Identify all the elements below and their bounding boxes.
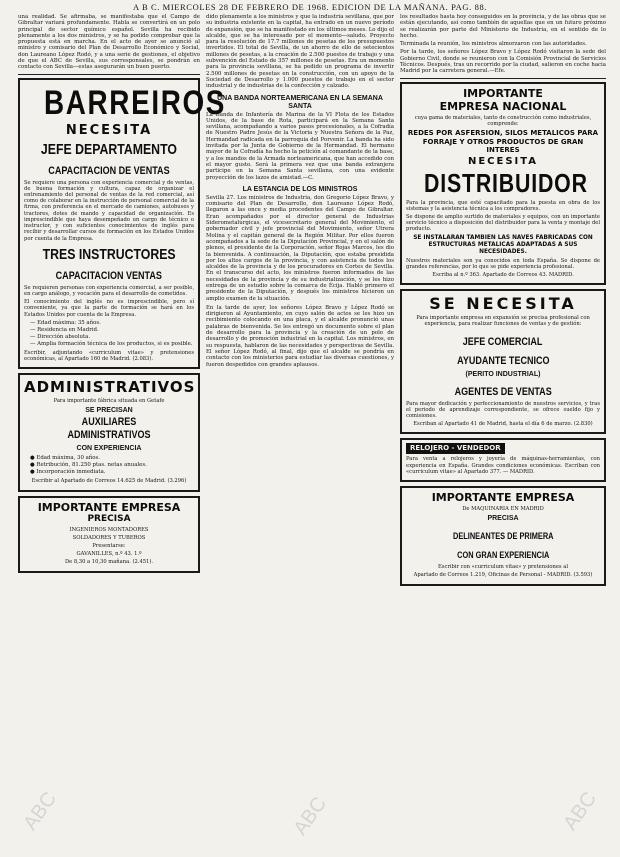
ad-nacional-needs: NECESITA xyxy=(467,155,539,167)
ad-nacional-role: DISTRIBUIDOR xyxy=(423,167,588,198)
article-paragraph: dido plenamente a los ministros y que la industria sevillana, que por su industria existente en la capital, ha entrado en un nuevo período de expansión, que se ha manifestado en los últimos meses. Lo dijo el alcalde, que se ha interesado por el momento—saludo. Proyecto para la resolución de 17.7 millones de pesetas de los presupuestos invertidos. El total de Sevilla, de un ahorro de ello de setecientos millones de pesetas, a la creación de 2.500 puestos de trabajo y una subvención del Estado de 357 millones de pesetas. Era un momento para la provincia sevillana, se ha pedido un programa de invertir 2.500 millones de pesetas en la construcción, con un apoyo de la Sociedad de Desarrollo y 1.000 puestos de trabajo en el sector industrial y de industrias de la confección y calzado. xyxy=(206,14,394,90)
divider xyxy=(400,78,606,79)
divider xyxy=(18,74,200,75)
column-left xyxy=(18,14,227,577)
ad-nacional-t4: Nuestros materiales son ya conocidos en toda España. Se dispone de grandes referencias, por lo que se pide experiencia profesional. xyxy=(406,257,600,270)
ad-montadores-line3: Presentarse: xyxy=(92,542,126,549)
list-item: — Dirección absoluta. xyxy=(30,334,194,341)
ad-barreiros-text2: Se requieren personas con experiencia comercial, a ser posible, en cargo análogo, y vocación para el desarrollo de cometidos. xyxy=(24,284,194,297)
ad-barreiros-role2: TRES INSTRUCTORES xyxy=(42,245,176,263)
ad-barreiros xyxy=(18,78,227,369)
ad-admin-sub: CON EXPERIENCIA xyxy=(76,445,142,453)
ad-admin-contact: Escribir al Apartado de Correos 14.625 de Madrid. (3.296) xyxy=(31,478,187,485)
ad-maquinaria-role2: CON GRAN EXPERIENCIA xyxy=(456,550,550,561)
article-headline: UNA BANDA NORTEAMERICANA EN LA SEMANA SANTA xyxy=(217,94,383,110)
ad-necesita-contact: Escriban al Apartado 41 de Madrid, hasta el día 6 de marzo. (2.830) xyxy=(413,421,593,428)
ad-administrativos xyxy=(18,373,200,491)
article-paragraph: Terminada la reunión, los ministros almorzaron con las autoridades. xyxy=(400,41,587,48)
ad-nacional-t3: SE INSTALARAN TAMBIEN LAS NAVES FABRICADAS CON ESTRUCTURAS METALICAS ADAPTADAS A SUS NECESIDADES. xyxy=(413,234,593,255)
list-item: — Amplia formación técnica de los productos, si es posible. xyxy=(30,341,194,348)
article-paragraph: En la tarde de ayer, los señores López Bravo y López Rodó se dirigieron al Ayuntamiento, en cuyo salón de actos se les hizo un recibimiento colocando en una placa, y el alcalde pronunció unas palabras de bienvenida. Se les entregó un documento sobre el plan de desarrollo para la provincia y la creación de un polo de desarrollo y de promoción industrial en la capital. Los ministros, en su respuesta, hablaron de las necesidades y perspectivas de Sevilla. El señor López Rodó, al final, dijo que el alcalde se pondría en contacto con los ministerios para estudiar las diversas cuestiones, y fueron despedidos con grandes aplausos. xyxy=(206,304,394,368)
ad-maquinaria-title: IMPORTANTE EMPRESA xyxy=(431,491,575,505)
ad-barreiros-title: BARREIROS xyxy=(43,83,227,122)
ad-maquinaria-line: De MAQUINARIA EN MADRID xyxy=(462,506,544,513)
ad-montadores-line5: De 8,30 a 10,30 mañana. (2.451). xyxy=(64,559,154,566)
ad-necesita-line: Para importante empresa en expansión se precisa profesional con experiencia, para realizar funciones de ventas y de gestión: xyxy=(416,315,590,328)
ad-barreiros-role2b: CAPACITACION VENTAS xyxy=(55,269,163,282)
ad-barreiros-list xyxy=(30,320,194,348)
ad-barreiros-role1b: CAPACITACION DE VENTAS xyxy=(48,164,170,177)
ad-relojero-title xyxy=(406,443,600,454)
ad-nacional-text: cuya gama de materiales, tanto de construcción como industriales, comprende: xyxy=(414,114,592,127)
ad-admin-line: Para importante fábrica situada en Getafe xyxy=(53,398,165,405)
ad-barreiros-text1: Se requiere una persona con experiencia comercial y de ventas, de buena formación y cultura, capaz de organizar el entrenamiento del personal de ventas de la red comercial, así como de colaborar en la instrucción de personal comercial de la firma, con preferencia en el mercado de camiones, autobuses y tractores, dotes de mando y capacidad de organización. Es imprescindible que haya desempeñado un cargo de técnico o instructor, y con suficientes conocimientos de inglés para recibir y desarrollar cursos de formación en los Estados Unidos por cuenta de la Empresa. xyxy=(24,179,194,242)
ad-nacional-contact: Escriba al n.º 363. Apartado de Correos 43. MADRID. xyxy=(432,272,574,278)
watermark: ABC xyxy=(559,788,601,835)
ad-barreiros-needs: NECESITA xyxy=(65,122,153,138)
ad-maquinaria-contact: Apartado de Correos 1.219, Oficinas de Personal - MADRID. (3.593) xyxy=(413,572,593,579)
list-item: ● Incorporación inmediata. xyxy=(30,469,194,476)
ad-empresa-montadores xyxy=(18,496,200,573)
watermark: ABC xyxy=(19,788,61,835)
ad-barreiros-contact: Escribir, adjuntando «curriculum vitae» y pretensiones económicas, al Apartado 160 de Madrid. (2.083). xyxy=(24,349,194,362)
ad-necesita-role1b: AYUDANTE TECNICO xyxy=(456,354,550,367)
ad-nacional-title: IMPORTANTE xyxy=(463,86,543,100)
column-middle xyxy=(206,14,394,368)
watermark: ABC xyxy=(289,793,331,840)
ad-se-necesita xyxy=(400,289,606,434)
ad-necesita-title: SE NECESITA xyxy=(429,294,577,314)
ad-admin-needs: SE PRECISAN xyxy=(85,407,133,415)
ad-montadores-line4: GAVANILLES, n.º 43. 1.º xyxy=(76,551,142,558)
ad-admin-list xyxy=(30,455,194,476)
list-item: — Residencia en Madrid. xyxy=(30,327,194,334)
ad-barreiros-text3: El conocimiento del inglés no es imprescindible, pero sí conveniente, ya que la parte de formación se hará en los Estados Unidos por cuenta de la Empresa. xyxy=(24,299,194,318)
ad-maquinaria xyxy=(400,486,606,586)
article-paragraph: los resultados hasta hoy conseguidos en la provincia, y de las obras que se están ejecutando, así como también de aquellas que en un futuro próximo se realizarán por parte del Ministerio de Industria, en el sentido de lo hecho. xyxy=(400,14,606,39)
ad-necesita-role2: AGENTES DE VENTAS xyxy=(454,385,552,398)
ad-barreiros-role1: JEFE DEPARTAMENTO xyxy=(40,140,177,158)
ad-nacional-title2: EMPRESA NACIONAL xyxy=(439,99,567,113)
list-item: ● Retribución, 81.250 ptas. netas anuales. xyxy=(30,462,194,469)
column-right xyxy=(400,14,606,590)
ad-necesita-text: Para mayor dedicación y perfeccionamiento de nuestros servicios, y tras el periodo de aprendizaje correspondiente, se ofrece sueldo fijo y comisiones. xyxy=(406,400,600,420)
ad-maquinaria-needs: PRECISA xyxy=(487,515,519,523)
article-paragraph: Sevilla 27. Los ministros de Industria, don Gregorio López Bravo, y comisario del Plan de Desarrollo, don Laureano López Rodó, llegaron a las once y media procedentes del Campo de Gibraltar. Eran acompañados por el director general de Industrias Siderometalúrgicas, el vicesecretario general del Movimiento, el gobernador civil y jefe provincial del Movimiento, señor Utrera Molina y el capitán general de la Región Militar. Por ellos fueron acompañados a la sede de la Diputación Provincial, y en el salón de plenos, el presidente de la Corporación, señor Rojas Marcos, les dio la bienvenida. A continuación, la Diputación, que estaba presidida por los altos cargos de la provincia, y con asistencia de todos los alcaldes de la provincia y de los procuradores en Cortes de Sevilla. En el transcurso del acto, los ministros fueron informados de las necesidades de la provincia y de su industrialización, y se les hizo entrega de un estudio sobre la comarca de Écija. Habló primero el presidente de la Diputación, y después los ministros hicieron un amplio examen de la situación. xyxy=(206,194,394,302)
ad-montadores-title: IMPORTANTE EMPRESA xyxy=(37,500,181,514)
article-paragraph: Por la tarde, los señores López Bravo y López Rodó visitaron la sede del Gobierno Civil, donde se reunieron con la Comisión Provincial de Servicios Técnicos. Después, tras un recorrido por la ciudad, salieron en coche hacia Madrid por la carretera general.—Efe. xyxy=(400,49,606,75)
ad-maquinaria-role1: DELINEANTES DE PRIMERA xyxy=(452,531,554,542)
list-item: — Edad máxima: 35 años. xyxy=(30,320,194,327)
ad-necesita-sub: (PERITO INDUSTRIAL) xyxy=(465,370,541,378)
page-header: A B C. MIERCOLES 28 DE FEBRERO DE 1968. EDICION DE LA MAÑANA. PAG. 88. xyxy=(132,2,488,12)
ad-nacional-t2: Se dispone de amplio surtido de materiales y equipos, con un importante servicio técnico a disposición del distribuidor para la venta y montaje del producto. xyxy=(406,213,600,233)
ad-montadores-line2: SOLDADORES Y TUBEROS xyxy=(72,534,146,541)
ad-necesita-role1: JEFE COMERCIAL xyxy=(463,335,543,348)
ad-montadores-line1: INGENIEROS MONTADORES xyxy=(69,526,149,533)
ad-montadores-needs: PRECISA xyxy=(87,513,131,524)
article-continuation: una realidad. Se afirmaba, se manifestaba que el Campo de Gibraltar variará profundamente. Habla se convertirá en un polo principal de sector químico español. Sevilla ha recibido plenamente a los dos ministros, y se ha podido comprobar que la propuesta está en marcha. En el acto de ayer se anunció al ministro y comisario del Plan de Desarrollo Económico y Social, don Laureano López Rodó, y a una serie de gestiones, el objetivo de que el ABC de Sevilla, sus corresponsales, se pondrán en contacto con Sevilla—estas asegurarán un buen puerto. xyxy=(18,14,200,71)
article-headline: LA ESTANCIA DE LOS MINISTROS xyxy=(242,185,358,193)
ad-relojero-title-text: RELOJERO - VENDEDOR xyxy=(406,443,505,454)
ad-empresa-nacional xyxy=(400,82,606,286)
ad-nacional-line: REDES POR ASFERSION, SILOS METALICOS PARA FORRAJE Y OTROS PRODUCTOS DE GRAN INTERES xyxy=(407,129,599,155)
ad-maquinaria-text: Escribir con «curriculum vitae» y pretensiones al xyxy=(438,564,568,571)
article-paragraph: La Banda de Infantería de Marina de la VI Flota de los Estados Unidos, de la base de Rota, participará en la Semana Santa sevillana, acompañando a varios pasos procesionales, a la Cofradía de Nuestro Padre Jesús de la Victoria y Nuestra Señora de la Paz, Hermandad radicada en la parroquia del Porvenir. La banda ha sido invitada por la Junta de Gobierno de la Hermandad. El hermano mayor de la Cofradía ha hecho la petición al comandante de la base, y a los mandos de la Armada norteamericana, que han accedido con el mayor gusto. Será la primera vez que una banda extranjera participe en la Semana Santa sevillana, con una evidente proyección de los lazos de amistad.—C. xyxy=(206,111,394,181)
ad-admin-title: ADMINISTRATIVOS xyxy=(24,378,196,397)
ad-relojero-text: Para venta a relojeros y joyería de máquinas-herramientas, con experiencia en España. Grandes condiciones económicas. Escriban con «curriculum vitae» al Apartado 377. — MADRID. xyxy=(406,456,600,475)
ad-nacional-t1: Para la provincia, que esté capacitado para la puesta en obra de los sistemas y la asistencia técnica a los compradores. xyxy=(406,199,600,212)
ad-relojero xyxy=(400,438,606,482)
ad-admin-role: AUXILIARES ADMINISTRATIVOS xyxy=(67,416,151,442)
list-item: ● Edad máxima, 30 años. xyxy=(30,455,194,462)
